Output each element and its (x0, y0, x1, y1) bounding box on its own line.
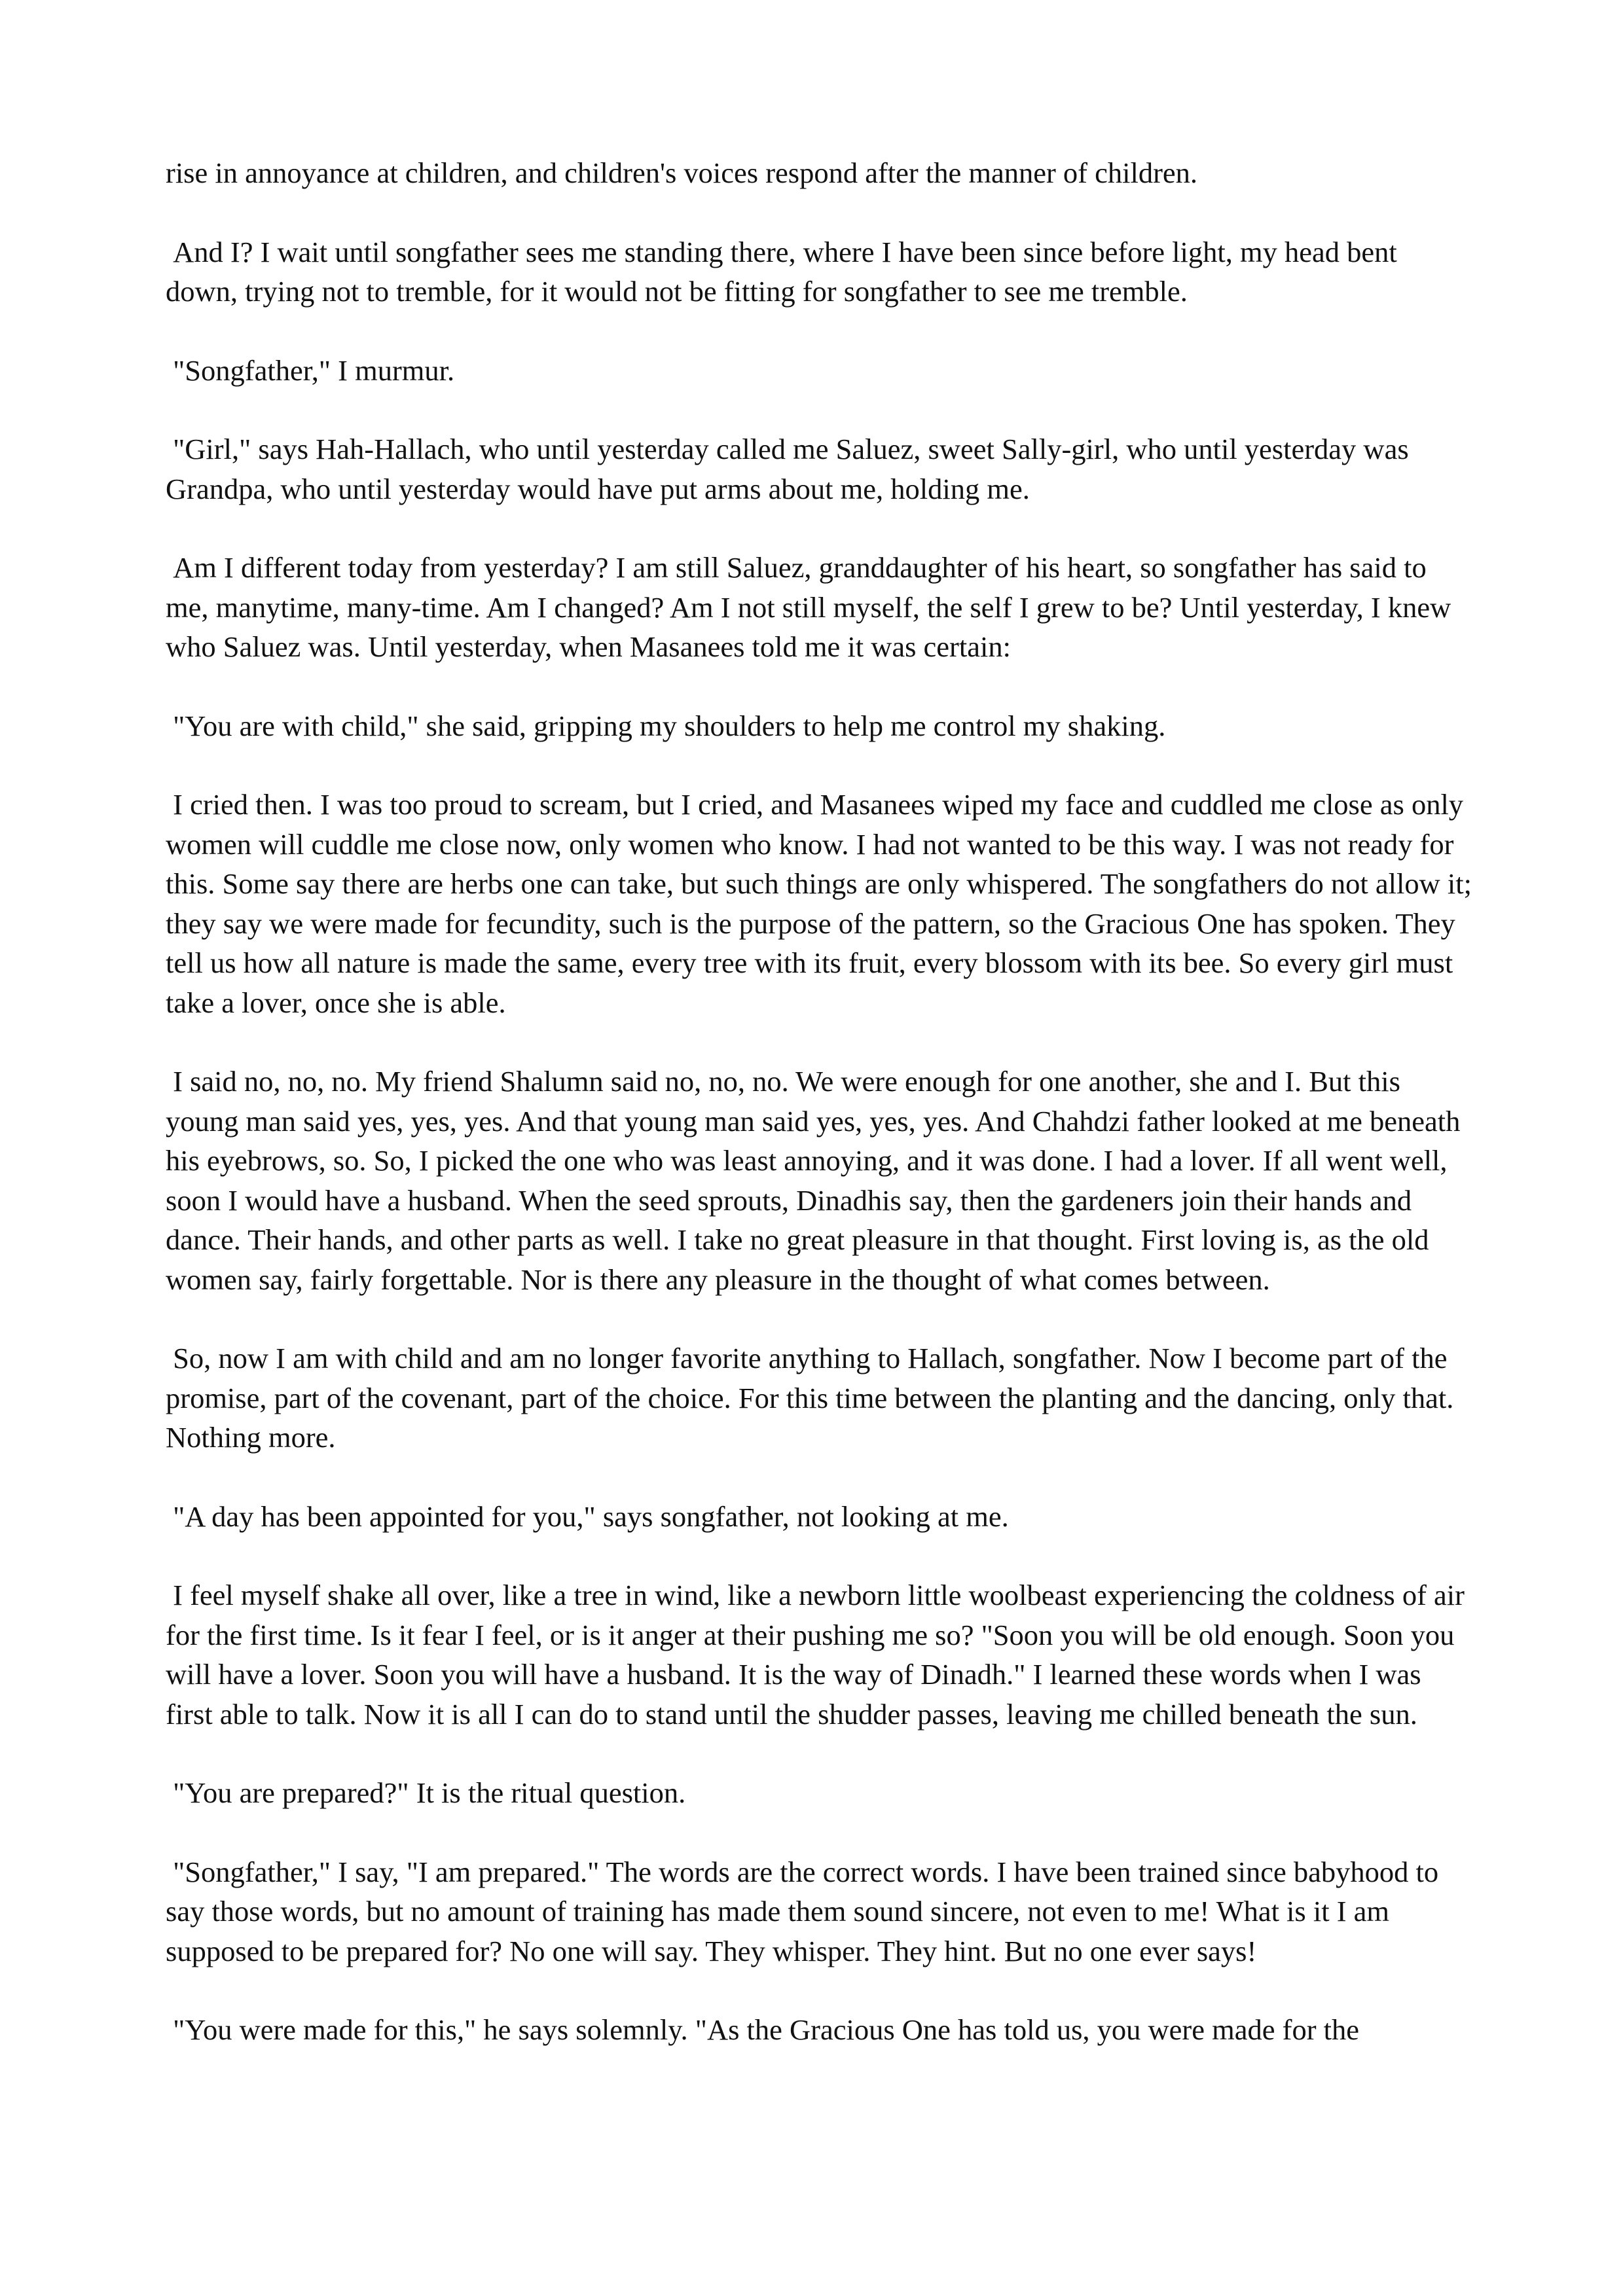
paragraph: "A day has been appointed for you," says songfather, not looking at me. (166, 1499, 1009, 1533)
document-page (166, 153, 1480, 2050)
paragraph: And I? I wait until songfather sees me standing there, where I have been since before light, my head bent down, trying not to tremble, for it would not be fitting for songfather to see me tremble. (166, 235, 1404, 308)
paragraph: So, now I am with child and am no longer favorite anything to Hallach, songfather. Now I become part of the promise, part of the covenant, part of the choice. For this time between the planting and the dancing, only that. Nothing more. (166, 1342, 1461, 1454)
paragraph: Am I different today from yesterday? I am still Saluez, granddaughter of his heart, so songfather has said to me, manytime, many-time. Am I changed? Am I not still myself, the self I grew to be? Until yesterday, I knew who Saluez was. Until yesterday, when Masanees told me it was certain: (166, 551, 1459, 663)
paragraph: rise in annoyance at children, and children's voices respond after the manner of children. (166, 156, 1198, 189)
paragraph: I said no, no, no. My friend Shalumn said no, no, no. We were enough for one another, she and I. But this young man said yes, yes, yes. And that young man said yes, yes, yes. And Chahdzi father looked at me beneath his eyebrows, so. So, I picked the one who was least annoying, and it was done. I had a lover. If all went well, soon I would have a husband. When the seed sprouts, Dinadhis say, then the gardeners join their hands and dance. Their hands, and other parts as well. I take no great pleasure in that thought. First loving is, as the old women say, fairly forgettable. Nor is there any pleasure in the thought of what comes between. (166, 1065, 1468, 1296)
paragraph: I cried then. I was too proud to scream, but I cried, and Masanees wiped my face and cuddled me close as only women will cuddle me close now, only women who know. I had not wanted to be this way. I was not ready for this. Some say there are herbs one can take, but such things are only whispered. The songfathers do not allow it; they say we were made for fecundity, such is the purpose of the pattern, so the Gracious One has spoken. They tell us how all nature is made the same, every tree with its fruit, every blossom with its bee. So every girl must take a lover, once she is able. (166, 788, 1480, 1019)
paragraph: "You are with child," she said, gripping my shoulders to help me control my shaking. (166, 709, 1166, 742)
paragraph: "Songfather," I say, "I am prepared." The words are the correct words. I have been trained since babyhood to say those words, but no amount of training has made them sound sincere, not even to me! What is it I am supposed to be prepared for? No one will say. They whisper. They hint. But no one ever says! (166, 1855, 1446, 1967)
paragraph: "You are prepared?" It is the ritual question. (166, 1776, 686, 1809)
paragraph: "You were made for this," he says solemnly. "As the Gracious One has told us, you were made for the (166, 2013, 1360, 2046)
paragraph: "Girl," says Hah-Hallach, who until yesterday called me Saluez, sweet Sally-girl, who until yesterday was Grandpa, who until yesterday would have put arms about me, holding me. (166, 433, 1416, 505)
paragraph: I feel myself shake all over, like a tree in wind, like a newborn little woolbeast experiencing the coldness of air for the first time. Is it fear I feel, or is it anger at their pushing me so? "Soon you will be old enough. Soon you will have a lover. Soon you will have a husband. It is the way of Dinadh." I learned these words when I was first able to talk. Now it is all I can do to stand until the shudder passes, leaving me chilled beneath the sun. (166, 1579, 1472, 1731)
paragraph: "Songfather," I murmur. (166, 353, 455, 387)
